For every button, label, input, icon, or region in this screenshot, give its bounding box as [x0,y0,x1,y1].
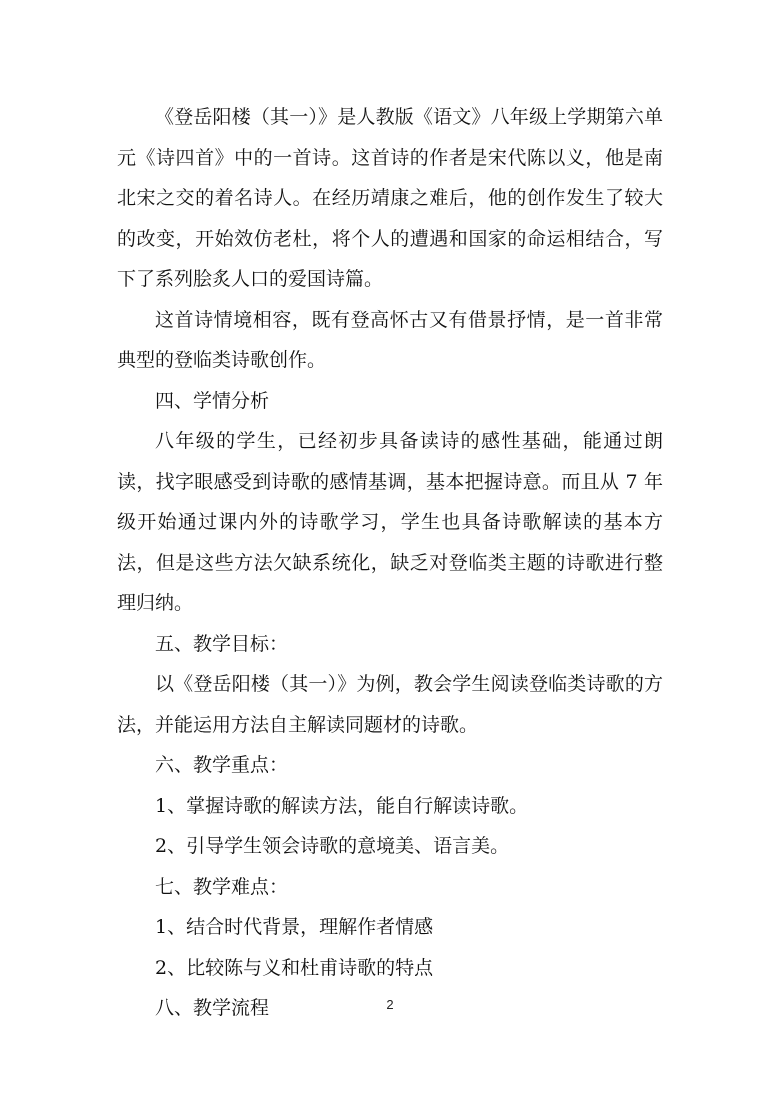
list-item-difficulty-2: 2、比较陈与义和杜甫诗歌的特点 [155,956,434,979]
section-heading-difficulties: 七、教学难点： [155,875,289,898]
paragraph-teaching-goals: 以《登岳阳楼（其一）》为例，教会学生阅读登临类诗歌的方法，并能运用方法自主解读同题材的诗歌。 [117,673,663,736]
list-item-key-point-1: 1、掌握诗歌的解读方法，能自行解读诗歌。 [155,794,529,817]
paragraph-intro: 《登岳阳楼（其一）》是人教版《语文》八年级上学期第六单元《诗四首》中的一首诗。这首诗的作者是宋代陈以义，他是南北宋之交的着名诗人。在经历靖康之难后，他的创作发生了较大的改变，开始效仿老杜，将个人的遭遇和国家的命运相结合，写下了系列脍炙人口的爱国诗篇。 [117,106,663,290]
section-heading-teaching-process: 八、教学流程 [155,997,270,1019]
list-item-difficulty-1: 1、结合时代背景，理解作者情感 [155,916,434,938]
paragraph-student-analysis: 八年级的学生，已经初步具备读诗的感性基础，能通过朗读，找字眼感受到诗歌的感情基调，基本把握诗意。而且从 7 年级开始通过课内外的诗歌学习，学生也具备诗歌解读的基本方法，但是这些方法欠缺系统化，缺乏对登临类主题的诗歌进行整理归纳。 [117,430,663,614]
list-item-key-point-2: 2、引导学生领会诗歌的意境美、语言美。 [155,835,510,857]
document-body [117,97,663,1029]
section-heading-student-analysis: 四、学情分析 [155,389,270,412]
section-heading-teaching-goals: 五、教学目标： [155,632,289,655]
paragraph-poem-summary: 这首诗情境相容，既有登高怀古又有借景抒情，是一首非常典型的登临类诗歌创作。 [117,308,663,371]
section-heading-key-points: 六、教学重点： [155,754,289,776]
page-number: 2 [386,997,394,1012]
